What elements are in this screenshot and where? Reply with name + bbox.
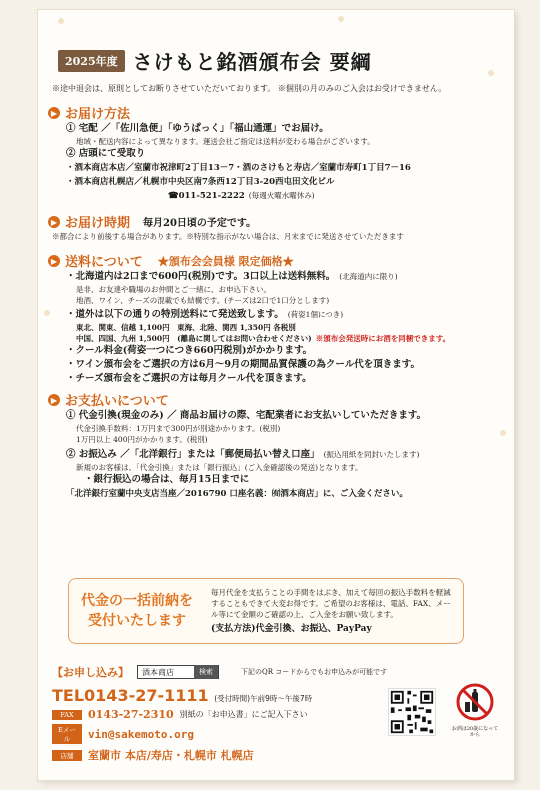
rates-line-2: 中国、四国、九州 1,500円 (離島に関してはお問い合わせください) — [76, 334, 312, 343]
header-note: ※途中退会は、原則としてお断りさせていただいております。 ※個別の月のみのご入会はお受けできません。 — [52, 84, 447, 93]
search-text: 酒本商店 — [142, 667, 174, 677]
cool-fee: ・クール料金(荷姿一つにつき660円税別)がかかります。 — [66, 345, 313, 356]
payment-option-2: ② お振込み ／「北洋銀行」または「郵便局払い替え口座」 — [66, 449, 320, 460]
cheese-cool-fee: ・チーズ頒布会をご選択の方は毎月クール代を頂きます。 — [66, 373, 312, 384]
underage-warning — [450, 682, 500, 738]
bank-account: 「北洋銀行室蘭中央支店当座／2016790 口座名義：㈲酒本商店」に、ご入金ください。 — [66, 489, 408, 499]
title-bar — [58, 46, 504, 75]
arrow-circle-icon: ▶ — [48, 107, 60, 119]
payment-option-1-note-2: 1万円以上 400円がかかります。(税別) — [76, 435, 208, 444]
year-badge: 2025年度 — [58, 50, 125, 72]
search-box — [137, 665, 219, 679]
fax-note: 別紙の「お申込書」にご記入下さい — [179, 710, 308, 719]
section-title: お届け時期 — [65, 216, 131, 231]
fax-number: 0143-27-2310 — [88, 708, 174, 721]
arrow-circle-icon: ▶ — [48, 255, 60, 267]
apply-label: 【お申し込み】 — [52, 666, 129, 679]
delivery-time-text: 毎月20日頃の予定です。 — [143, 218, 257, 229]
lump-sum-title-line-1: 代金の一括前納を — [81, 593, 193, 609]
section-payment — [48, 390, 504, 409]
hokkaido-shipping-note: (北海道内に限り) — [339, 272, 398, 281]
hokkaido-sub-1: 是非、お友達や職場のお仲間とご一緒に、お申込下さい。 — [76, 285, 271, 294]
section-delivery-time — [48, 212, 504, 231]
section-title: 送料について — [65, 255, 143, 270]
delivery-option-1: ① 宅配 ／「佐川急便」「ゆうぱっく」「福山通運」でお届け。 — [66, 123, 329, 134]
delivery-option-2: ② 店頭にて受取り — [66, 148, 146, 159]
lump-sum-text-block — [211, 587, 451, 635]
store-line-1: ・酒本商店本店／室蘭市祝津町2丁目13－7・酒のさけもと寿店／室蘭市寿町1丁目7－16 — [66, 163, 411, 173]
underage-caption: お酒は20歳になってから — [451, 726, 499, 738]
shop-row — [52, 747, 492, 763]
bundle-note: ※頒布会発送時にお酒を同梱できます。 — [315, 334, 451, 343]
payment-option-1: ① 代金引換(現金のみ) ／ 商品お届けの際、宅配業者にお支払いしていただきます。 — [66, 410, 427, 421]
fax-tag: FAX — [52, 710, 82, 720]
payment-option-2-note: (振込用紙を同封いたします) — [323, 450, 420, 459]
lump-sum-title-line-2: 受付いたします — [88, 613, 186, 629]
arrow-circle-icon: ▶ — [48, 216, 60, 228]
outside-shipping-note: (荷姿1個につき) — [287, 310, 344, 319]
arrow-circle-icon: ▶ — [48, 394, 60, 406]
store-tel-note: (毎週火曜水曜休み) — [248, 191, 315, 200]
lump-sum-title — [77, 591, 197, 631]
page-title: さけもと銘酒頒布会 要綱 — [132, 50, 372, 74]
hokkaido-shipping: ・北海道内は2口まで600円(税別)です。3口以上は送料無料。 — [66, 271, 336, 282]
lump-sum-text: 毎月代金を支払うことの手間をはぶき、加えて毎回の振込手数料を軽減することもできて大変お得です。ご希望のお客様は、電話、FAX、メール等にて金額のご確認の上、ご入金をお願い致します。 — [211, 588, 451, 619]
lump-sum-box — [68, 578, 464, 644]
qr-note: 下記のQR コードからでもお申込みが可能です — [241, 668, 388, 676]
shop-list: 室蘭市 本店/寿店・札幌市 札幌店 — [88, 749, 254, 762]
flyer-sheet — [38, 10, 514, 780]
members-price-label: ★頒布会会員様 限定価格★ — [157, 254, 294, 268]
mail-tag: Eメール — [52, 724, 82, 744]
section-delivery-method — [48, 103, 504, 122]
no-drinking-icon — [455, 682, 495, 722]
wine-cool-fee: ・ワイン頒布会をご選択の方は6月～9月の期間品質保護の為クール代を頂きます。 — [66, 359, 420, 370]
payment-option-2-sub: 新規のお客様は、「代金引換」または「銀行振込」(ご入金確認後の発送)となります。 — [76, 463, 363, 472]
delivery-option-1-note: 地域・配送内容によって異なります。運送会社ご指定は送料が変わる場合がございます。 — [76, 137, 375, 146]
section-title: お届け方法 — [65, 107, 131, 122]
store-tel: ☎011-521-2222 — [168, 191, 245, 201]
rates-line-1: 東北、関東、信越 1,100円 東海、北陸、関西 1,350円 各税別 — [76, 323, 296, 332]
tel-number: TEL0143-27-1111 — [52, 686, 209, 705]
shop-tag: 店舗 — [52, 750, 82, 761]
lump-sum-methods: (支払方法)代金引換、お振込、PayPay — [211, 624, 372, 634]
hokkaido-sub-2: 地酒、ワイン、チーズの混載でも結構です。(チーズは2口で1口分とします) — [76, 296, 330, 305]
payment-option-1-note-1: 代金引換手数料：1万円まで300円が別途かかります。(税別) — [76, 424, 281, 433]
bank-deadline: ・銀行振込の場合は、毎月15日までに — [84, 474, 250, 485]
mail-address: vin@sakemoto.org — [88, 727, 194, 741]
tel-hours: (受付時間)午前9時～午後7時 — [214, 694, 313, 703]
delivery-time-note: ※都合により前後する場合があります。※特別な指示がない場合は、月末までに発送させていただきます — [52, 232, 404, 241]
outside-shipping: ・道外は以下の通りの特別送料にて発送致します。 — [66, 309, 284, 320]
section-shipping — [48, 251, 504, 270]
section-title: お支払いについて — [65, 394, 169, 409]
store-line-2: ・酒本商店札幌店／札幌市中央区南7条西12丁目3-20西屯田文化ビル — [66, 177, 335, 187]
search-button: 検索 — [194, 665, 218, 679]
qr-code[interactable] — [388, 688, 436, 736]
